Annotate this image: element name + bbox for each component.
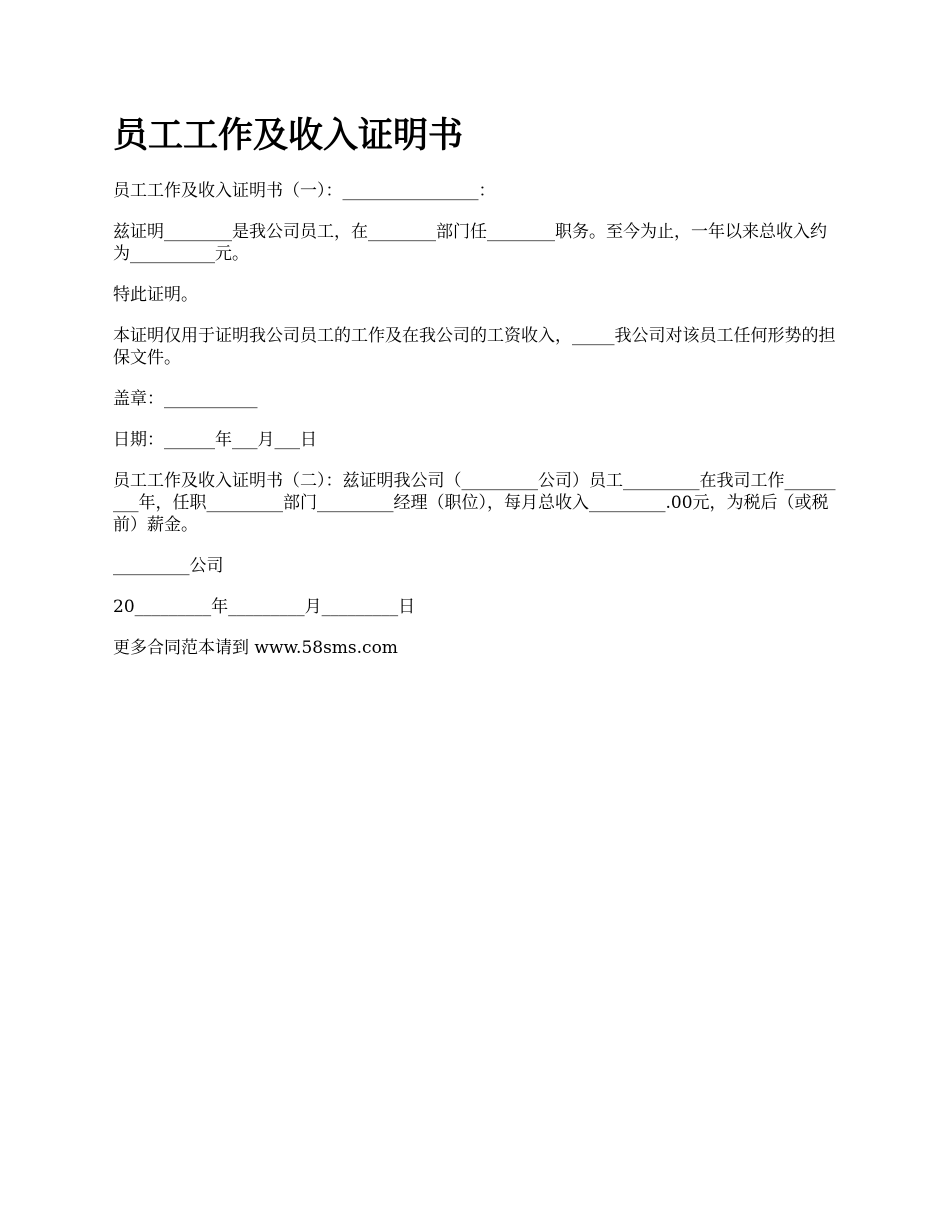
paragraph-seal-line: 盖章：___________ — [113, 389, 258, 409]
paragraph-more-templates-link: 更多合同范本请到 www.58sms.com — [113, 638, 398, 658]
paragraph-signature-date: 20_________年_________月_________日 — [113, 597, 416, 617]
paragraph-certificate-one-heading: 员工工作及收入证明书（一）：________________： — [113, 181, 496, 201]
paragraph-hereby-certify: 特此证明。 — [113, 285, 198, 305]
paragraph-usage-disclaimer: 本证明仅用于证明我公司员工的工作及在我公司的工资收入，_____我公司对该员工任何形势的担保文件。 — [113, 326, 836, 368]
paragraph-date-line: 日期：______年___月___日 — [113, 430, 317, 450]
paragraph-employment-statement: 兹证明________是我公司员工，在________部门任________职务。至今为止，一年以来总收入约为__________元。 — [113, 222, 827, 264]
document-title: 员工工作及收入证明书 — [113, 115, 464, 156]
paragraph-certificate-two: 员工工作及收入证明书（二）：兹证明我公司（_________公司）员工_________在我司工作_________年，任职_________部门_________经理（职位），每月总收入_________.00元，为税后（或税前）薪金。 — [113, 471, 836, 535]
paragraph-company-signature: _________公司 — [113, 556, 224, 576]
document-page — [113, 112, 843, 678]
